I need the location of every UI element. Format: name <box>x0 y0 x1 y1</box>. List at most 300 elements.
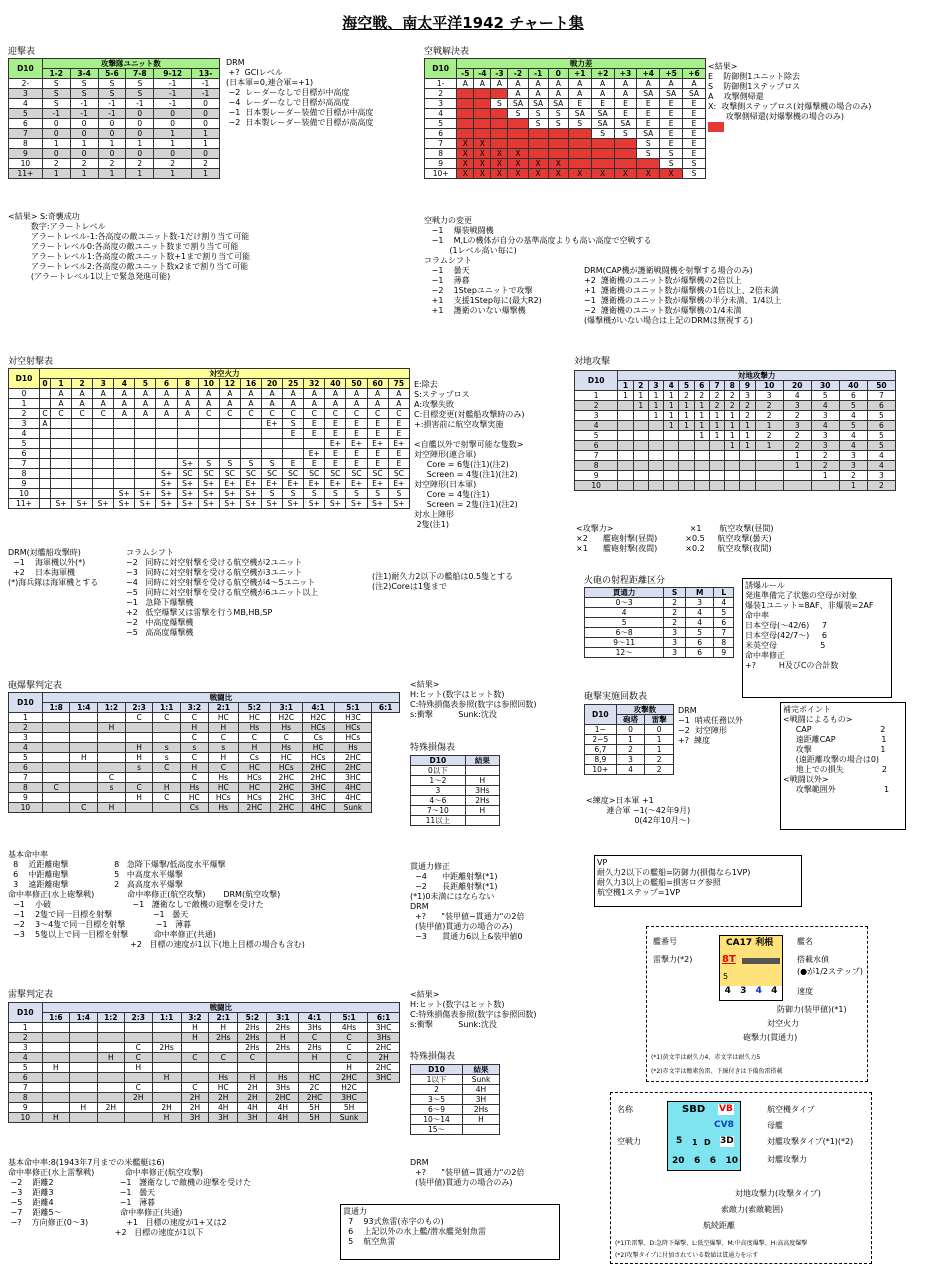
row-header: 5 <box>425 119 457 129</box>
table-cell <box>39 499 50 509</box>
table-cell: S+ <box>240 489 261 499</box>
table-row <box>9 109 220 119</box>
table-cell: S+ <box>135 489 156 499</box>
table-cell: C <box>330 1043 367 1053</box>
table-cell <box>457 99 474 109</box>
table-cell: S+ <box>198 479 219 489</box>
table-cell: 1 <box>839 481 867 491</box>
table-cell: 6 <box>714 618 734 628</box>
table-cell <box>709 471 724 481</box>
table-cell: S <box>548 109 568 119</box>
d10-header: D10 <box>9 693 43 713</box>
table-cell: 3HC <box>368 1023 400 1033</box>
table-cell: E+ <box>388 439 409 449</box>
table-cell <box>648 461 663 471</box>
table-row <box>425 99 706 109</box>
table-cell <box>70 1113 97 1123</box>
table-cell <box>725 461 740 471</box>
table-cell <box>725 471 740 481</box>
table-cell: 2Hs <box>209 1033 238 1043</box>
table-cell: E <box>614 99 637 109</box>
table-cell: SC <box>346 469 367 479</box>
table-cell <box>50 479 71 489</box>
table-cell: 1 <box>755 441 783 451</box>
table-cell: C <box>181 1053 208 1063</box>
table-cell <box>70 763 98 773</box>
table-row <box>585 598 734 608</box>
air-n2: (*2)攻撃タイプに付加されている数値は貫通力を示す <box>615 1252 759 1259</box>
table-row <box>411 806 500 816</box>
table-cell: HCs <box>238 773 270 783</box>
table-cell: S <box>637 139 660 149</box>
table-cell: E+ <box>262 479 283 489</box>
row-header: 4 <box>9 743 43 753</box>
table-cell: 4H <box>267 1113 299 1123</box>
table-row <box>9 803 400 813</box>
column-header: 砲塔 <box>616 715 645 725</box>
table-cell: E <box>568 99 591 109</box>
intercept-table <box>8 58 220 179</box>
table-cell <box>39 469 50 479</box>
row-header: 6〜9 <box>411 1105 463 1115</box>
table-cell: S <box>240 459 261 469</box>
table-cell: X <box>528 159 548 169</box>
table-cell: C <box>388 409 409 419</box>
table-row <box>9 753 400 763</box>
table-cell <box>42 793 70 803</box>
table-cell <box>42 743 70 753</box>
aa-col: コラムシフト −2 同時に対空射撃を受ける航空機が2ユニット −3 同時に対空射撃を受ける航空機が3ユニット −4 同時に対空射撃を受ける航空機が4〜5ユニット −5 同時に対空射撃を受ける航空機が6ユニット以上 −1 急降下爆撃機 +2 低空爆撃又は雷撃を行うMB,HB,SP −2 中高度爆撃機 −5 高高度爆撃機 <box>126 548 319 637</box>
ship-card-diagram <box>646 926 868 1082</box>
table-cell: 4 <box>811 421 839 431</box>
table-cell: C <box>93 409 114 419</box>
table-cell <box>39 429 50 439</box>
table-cell: E <box>325 449 346 459</box>
table-cell <box>70 733 98 743</box>
table-cell: A <box>528 79 548 89</box>
table-cell <box>568 149 591 159</box>
table-cell <box>491 119 508 129</box>
table-cell <box>508 139 528 149</box>
table-cell: 2 <box>664 608 686 618</box>
table-cell: C <box>208 733 238 743</box>
table-cell: HC <box>302 743 334 753</box>
table-row <box>585 618 734 628</box>
column-header: 6:1 <box>368 1013 400 1023</box>
table-cell: E+ <box>240 479 261 489</box>
table-row <box>425 109 706 119</box>
row-header: 6〜8 <box>585 628 664 638</box>
table-cell: 2 <box>709 401 724 411</box>
table-cell: H <box>152 1113 181 1123</box>
table-cell: 9 <box>714 648 734 658</box>
table-row <box>585 725 674 735</box>
table-cell: 1 <box>694 401 709 411</box>
table-row <box>585 628 734 638</box>
table-cell: SA <box>508 99 528 109</box>
table-cell <box>474 129 491 139</box>
table-cell <box>198 419 219 429</box>
aa-label: 対空射撃表 <box>8 357 54 367</box>
air-l-name: 名称 <box>617 1105 633 1114</box>
table-cell: A <box>548 79 568 89</box>
table-cell: S+ <box>198 489 219 499</box>
table-cell: C <box>125 713 153 723</box>
table-cell: 1 <box>192 139 220 149</box>
table-cell: 0 <box>154 119 192 129</box>
table-cell: s <box>98 783 126 793</box>
table-cell: 0 <box>154 109 192 119</box>
table-cell: E <box>660 139 683 149</box>
table-cell: S+ <box>72 499 93 509</box>
table-cell: 3 <box>811 411 839 421</box>
table-cell: E+ <box>367 439 388 449</box>
row-header: 4 <box>575 421 618 431</box>
row-header: 10 <box>9 1113 43 1123</box>
aa-table <box>8 368 410 509</box>
ship-l-speed: 速度 <box>797 987 813 996</box>
ship-counter <box>719 935 783 1001</box>
table-cell <box>114 479 135 489</box>
table-cell <box>98 793 126 803</box>
table-cell: S+ <box>219 489 240 499</box>
table-cell: S+ <box>283 499 304 509</box>
column-header: 16 <box>240 379 261 389</box>
table-cell: 1 <box>740 441 755 451</box>
table-cell: A <box>591 89 614 99</box>
table-cell: 0 <box>192 149 220 159</box>
table-cell <box>70 783 98 793</box>
table-cell <box>181 1073 208 1083</box>
table-cell: H <box>209 1023 238 1033</box>
table-row <box>9 1093 400 1103</box>
table-cell <box>474 99 491 109</box>
table-cell <box>679 471 694 481</box>
table-cell <box>648 481 663 491</box>
table-row <box>9 1063 400 1073</box>
row-header: 7 <box>9 129 43 139</box>
ship-l-gun: 砲撃力(貫通力) <box>743 1033 798 1042</box>
table-cell: 2 <box>42 159 70 169</box>
table-cell: 1 <box>192 129 220 139</box>
table-cell: S <box>219 459 240 469</box>
table-cell: 5H <box>299 1103 331 1113</box>
table-row <box>575 421 896 431</box>
table-cell: X <box>508 149 528 159</box>
table-cell <box>664 471 679 481</box>
table-cell: 3HC <box>334 773 372 783</box>
table-cell: C <box>330 1033 367 1043</box>
table-cell <box>679 441 694 451</box>
table-cell <box>491 139 508 149</box>
table-cell: 6 <box>867 421 895 431</box>
table-row <box>411 1075 500 1085</box>
table-row <box>9 1113 400 1123</box>
table-cell: 1 <box>70 169 98 179</box>
table-row <box>9 763 400 773</box>
table-row <box>411 1085 500 1095</box>
table-cell <box>93 459 114 469</box>
table-cell: 2 <box>740 401 755 411</box>
column-header: -3 <box>491 69 508 79</box>
table-cell: S+ <box>177 459 198 469</box>
table-cell: H <box>125 793 153 803</box>
column-header: 1:2 <box>97 1013 124 1023</box>
table-cell: Sunk <box>334 803 372 813</box>
table-cell: S+ <box>198 499 219 509</box>
table-cell: A <box>388 399 409 409</box>
table-cell: 2Hs <box>152 1043 181 1053</box>
table-cell: 2H <box>181 1093 208 1103</box>
table-cell: H <box>152 1073 181 1083</box>
table-cell: 0 <box>98 119 126 129</box>
table-cell: 2HC <box>267 1093 299 1103</box>
table-row <box>411 766 500 776</box>
aa-drm: DRM(対艦船攻撃時) −1 海軍機以外(*) +2 日本海軍機 (*)海兵隊は海軍機とする <box>8 548 99 587</box>
column-header: 1:4 <box>70 703 98 713</box>
row-header: 6 <box>9 763 43 773</box>
table-cell: X <box>508 169 528 179</box>
table-cell: 2 <box>645 765 674 775</box>
table-cell: A <box>177 399 198 409</box>
table-cell: 2 <box>616 745 645 755</box>
table-row <box>411 1115 500 1125</box>
table-cell: Sunk <box>330 1113 367 1123</box>
table-cell: 4 <box>811 401 839 411</box>
table-cell: 0 <box>70 149 98 159</box>
table-cell <box>755 481 783 491</box>
row-header: 11以上 <box>411 816 466 826</box>
table-cell <box>93 479 114 489</box>
column-header: 7 <box>709 381 724 391</box>
table-cell: X <box>660 169 683 179</box>
ship-speed: 5 <box>723 972 729 981</box>
table-cell <box>618 411 633 421</box>
column-header: 1:1 <box>153 703 181 713</box>
table-row <box>9 723 400 733</box>
d10-header: D10 <box>9 369 40 389</box>
table-cell: SA <box>591 109 614 119</box>
column-header: 4 <box>664 381 679 391</box>
table-cell: A <box>367 389 388 399</box>
table-cell: 2Hs <box>267 1043 299 1053</box>
d10-header: D10 <box>9 1003 43 1023</box>
table-cell: S+ <box>304 499 325 509</box>
row-header: 8 <box>9 469 40 479</box>
column-header: S <box>664 588 686 598</box>
table-cell <box>679 451 694 461</box>
aircraft-card-diagram <box>610 1092 872 1264</box>
table-cell: A <box>283 389 304 399</box>
table-cell <box>474 119 491 129</box>
table-cell <box>548 139 568 149</box>
column-header: 3 <box>648 381 663 391</box>
table-cell <box>618 451 633 461</box>
aircombat-label: 空戦解決表 <box>424 47 470 57</box>
row-header: 8 <box>9 1093 43 1103</box>
table-cell: S+ <box>177 489 198 499</box>
table-cell <box>633 461 648 471</box>
table-row <box>425 129 706 139</box>
table-cell <box>618 421 633 431</box>
ship-v3: 4 <box>755 986 762 996</box>
column-header: -1 <box>528 69 548 79</box>
row-header: 10 <box>9 803 43 813</box>
ship-v2: 3 <box>740 986 747 996</box>
table-cell <box>125 1113 152 1123</box>
table-cell: 8 <box>714 638 734 648</box>
table-cell: E <box>660 119 683 129</box>
row-header: 2−5 <box>585 735 617 745</box>
table-cell: 2 <box>70 159 98 169</box>
table-cell <box>664 451 679 461</box>
table-cell: 1 <box>645 745 674 755</box>
table-cell <box>135 439 156 449</box>
row-header: 3 <box>425 99 457 109</box>
row-header: 10 <box>9 159 43 169</box>
table-cell: E+ <box>219 479 240 489</box>
table-cell <box>152 1053 181 1063</box>
table-cell: -1 <box>42 109 70 119</box>
column-header: 0 <box>39 379 50 389</box>
table-cell: 2H <box>368 1053 400 1063</box>
table-cell <box>114 469 135 479</box>
table-row <box>9 713 400 723</box>
table-cell: 1 <box>648 411 663 421</box>
group-header: 対地攻撃力 <box>618 371 896 381</box>
table-cell: A <box>457 79 474 89</box>
table-cell: C <box>283 409 304 419</box>
table-cell: H <box>181 763 209 773</box>
table-cell: 2 <box>645 755 674 765</box>
table-cell: S <box>683 159 706 169</box>
row-header: 12〜 <box>585 648 664 658</box>
table-cell: H <box>125 1063 152 1073</box>
aircombat-drm: DRM(CAP機が護衛戦闘機を射撃する場合のみ) +2 護衛機のユニット数が爆撃機の2倍以上 +1 護衛機のユニット数が爆撃機の1倍以上、2倍未満 −1 護衛機のユニット数が爆撃機の半分未満、1/4以上 −2 護衛機のユニット数が爆撃機の1/4未満 (爆撃機がいない場合は上記のDRMは無視する) <box>584 266 782 325</box>
table-cell: A <box>325 399 346 409</box>
table-cell <box>42 713 70 723</box>
table-cell <box>618 461 633 471</box>
table-cell: Hs <box>238 723 270 733</box>
table-cell: 1 <box>694 421 709 431</box>
table-cell: -1 <box>154 89 192 99</box>
table-cell <box>135 429 156 439</box>
table-cell: 3 <box>783 421 811 431</box>
table-cell: 3 <box>740 391 755 401</box>
table-cell: S+ <box>50 499 71 509</box>
table-cell: -1 <box>70 109 98 119</box>
table-cell <box>98 743 126 753</box>
table-row <box>411 776 500 786</box>
table-cell: E <box>388 419 409 429</box>
table-row <box>425 159 706 169</box>
table-cell <box>568 139 591 149</box>
table-cell: A <box>50 389 71 399</box>
table-cell: 1 <box>694 411 709 421</box>
table-cell: 1 <box>725 421 740 431</box>
table-cell <box>725 451 740 461</box>
table-cell <box>114 439 135 449</box>
table-cell <box>70 723 98 733</box>
table-cell: H <box>97 1053 124 1063</box>
table-cell: C <box>181 773 209 783</box>
table-cell: 2H <box>125 1093 152 1103</box>
table-cell <box>42 763 70 773</box>
table-cell: C <box>367 409 388 419</box>
table-cell: 0 <box>192 109 220 119</box>
table-cell <box>528 139 548 149</box>
table-cell <box>783 471 811 481</box>
air-name: SBD <box>682 1104 706 1115</box>
table-cell: E <box>683 139 706 149</box>
gun-base: 基本命中率 8 近距離砲撃 8 急降下爆撃/低高度水平爆撃 6 中距離砲撃 5 中高度水平爆撃 3 遠距離砲撃 2 高高度水平爆撃 命中率修正(水上砲撃戦) 命中率修正(航空攻撃) DRM(航空攻撃) −1 小破 −1 護衛なしで敵機の迎撃を受けた −1 2隻で同一目標を射撃 −1 曇天 −2 3〜4隻で同一目標を射撃 −1 薄暮 −3 5隻以上で同一目標を射撃 命中率修正(共通) +2 目標の速度が1以下(地上目標の場合も含む) <box>8 850 305 949</box>
table-cell: 2C <box>299 1083 331 1093</box>
column-header: 3:1 <box>267 1013 299 1023</box>
table-cell: Cs <box>181 803 209 813</box>
table-row <box>575 451 896 461</box>
row-header: 2 <box>425 89 457 99</box>
table-cell: HCs <box>208 793 238 803</box>
table-cell: H <box>208 753 238 763</box>
row-header: 5 <box>9 109 43 119</box>
table-cell: 6 <box>685 638 714 648</box>
table-cell <box>125 733 153 743</box>
table-cell: C <box>153 763 181 773</box>
table-cell <box>177 449 198 459</box>
column-header: 5 <box>135 379 156 389</box>
row-header: 9 <box>9 149 43 159</box>
column-header: M <box>685 588 714 598</box>
table-cell <box>39 439 50 449</box>
table-cell: H <box>238 743 270 753</box>
air-l-search: 索敵力(索敵範囲) <box>721 1205 784 1214</box>
table-cell: A <box>114 399 135 409</box>
table-cell <box>177 429 198 439</box>
row-header: 5 <box>9 753 43 763</box>
table-cell: 3 <box>783 401 811 411</box>
table-cell: 3HC <box>302 793 334 803</box>
table-cell <box>491 129 508 139</box>
row-header: 10+ <box>425 169 457 179</box>
table-cell: 2 <box>664 618 686 628</box>
table-row <box>585 638 734 648</box>
table-cell: SA <box>614 119 637 129</box>
table-cell: X <box>491 169 508 179</box>
row-header: 9 <box>9 793 43 803</box>
gun-special-table <box>410 755 500 826</box>
table-cell: 3 <box>664 638 686 648</box>
table-cell: S+ <box>262 499 283 509</box>
table-cell: C <box>42 783 70 793</box>
table-cell: 4H <box>267 1103 299 1113</box>
row-header: 7 <box>425 139 457 149</box>
table-cell: S <box>548 119 568 129</box>
aircraft-counter <box>667 1101 741 1171</box>
table-cell <box>755 461 783 471</box>
table-cell: 3 <box>755 391 783 401</box>
table-row <box>9 409 410 419</box>
column-header: 5:1 <box>330 1013 367 1023</box>
air-h: 10 <box>725 1156 738 1166</box>
table-cell: A <box>528 89 548 99</box>
row-header: 2 <box>9 1033 43 1043</box>
table-cell: SC <box>262 469 283 479</box>
column-header: 2 <box>633 381 648 391</box>
table-cell: 1 <box>709 411 724 421</box>
table-cell: A <box>177 389 198 399</box>
table-cell: S <box>683 169 706 179</box>
column-header: 32 <box>304 379 325 389</box>
